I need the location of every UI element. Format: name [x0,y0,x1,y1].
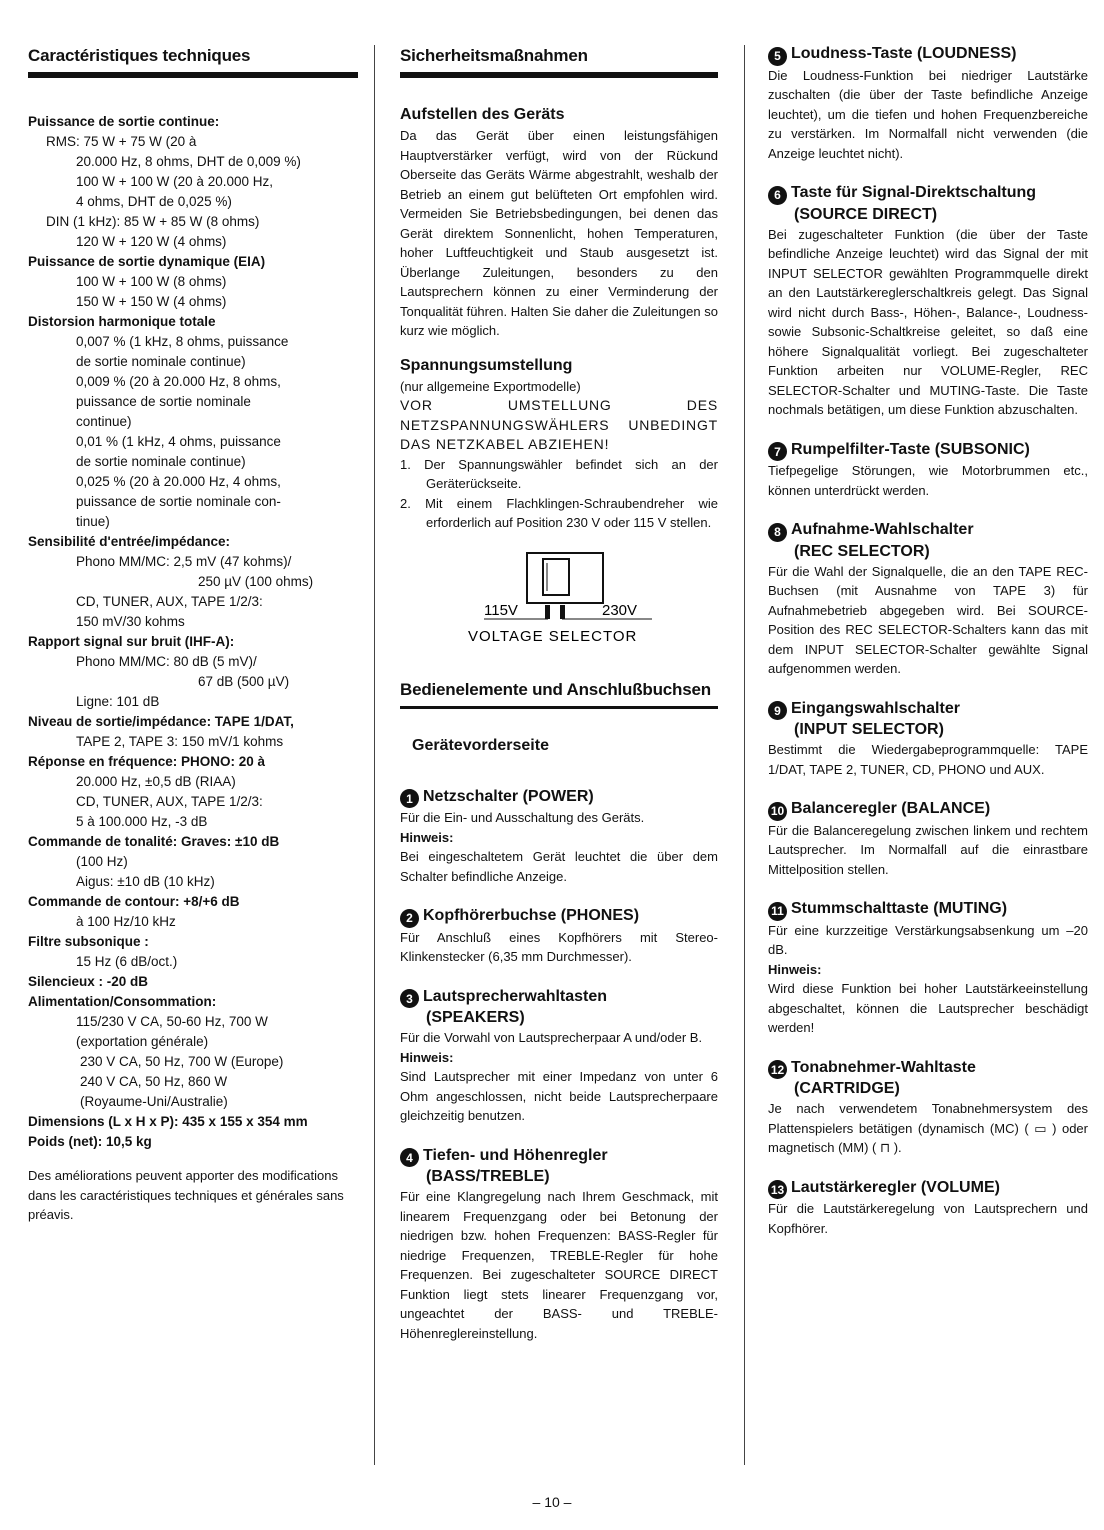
control-item [768,1058,1088,1158]
column-divider-2 [744,45,745,1465]
spec-line: Silencieux : -20 dB [28,974,149,989]
item-text: Für eine Klangregelung nach Ihrem Geschmack, mit linearem Frequenzgang oder bei Betonung der niedrigen bzw. hohen Frequenzen: BASS-Regler für niedrige Frequenzen, TREBLE-Regler für hohe Frequenzen. Bei zugeschalteter SOURCE DIRECT Funktion liegt stets linearer Frequenzgang vor, ungeachtet der BASS- und TREBLE-Höhenreglereinstellung. [400,1189,718,1341]
control-item-heading [768,1058,1088,1080]
spec-line: TAPE 2, TAPE 3: 150 mV/1 kohms [76,734,284,749]
spec-line: continue) [76,414,132,429]
control-item-heading [768,520,1088,542]
specs-list [28,112,358,1152]
spec-line: CD, TUNER, AUX, TAPE 1/2/3: [76,794,263,809]
spec-line: 0,01 % (1 kHz, 4 ohms, puissance [76,434,281,449]
control-item-heading [768,44,1088,66]
spec-line: Commande de tonalité: Graves: ±10 dB [28,834,280,849]
controls-list-front-2 [768,44,1088,1238]
item-subtitle: (INPUT SELECTOR) [794,721,944,738]
item-number-badge: 8 [768,523,787,542]
spec-line: (100 Hz) [76,854,128,869]
spec-line: 20.000 Hz, ±0,5 dB (RIAA) [76,774,236,789]
diagram-label-115v: 115V [484,601,518,619]
safety-title: Sicherheitsmaßnahmen [400,46,588,65]
controls-title: Bedienelemente und Anschlußbuchsen [400,679,711,699]
spec-line: Niveau de sortie/impédance: TAPE 1/DAT, [28,714,294,729]
spec-line: Poids (net): 10,5 kg [28,1134,152,1149]
item-hint-label: Hinweis: [400,1049,454,1065]
control-item [400,987,718,1126]
item-subtitle: (REC SELECTOR) [794,542,930,560]
spec-line: Rapport signal sur bruit (IHF-A): [28,634,235,649]
item-text: Für Anschluß eines Kopfhörers mit Stereo-Klinkenstecker (6,35 mm Durchmesser). [400,929,718,964]
item-title: Loudness-Taste (LOUDNESS) [791,45,1017,62]
item-number-badge: 6 [768,186,787,205]
item-subtitle: (SPEAKERS) [426,1009,525,1026]
item-subtitle: (BASS/TREBLE) [426,1168,550,1185]
item-number-badge: 2 [400,909,419,928]
item-text: Für die Wahl der Signalquelle, die an den TAPE REC-Buchsen (mit Ausnahme von TAPE 3) für Aufnahmebetrieb abgegeben wird. Bei SOURCE-Position des REC SELECTOR-Schalters kann das mit dem INPUT SELECTOR-Schalter gewählte Signal aufgenommen werden. [768,563,1088,676]
item-number-badge: 11 [768,902,787,921]
selector-tick-right [560,605,565,619]
item-number-badge: 1 [400,789,419,808]
item-hint-text: Sind Lautsprecher mit einer Impedanz von unter 6 Ohm angeschlossen, nicht beide Lautsprecherpaare gleichzeitig benutzen. [400,1069,718,1123]
controls-column [768,0,1088,1258]
item-number-badge: 9 [768,701,787,720]
selector-tick-left [545,605,550,619]
spec-line: Puissance de sortie dynamique (EIA) [28,254,266,269]
spec-line: de sortie nominale continue) [76,354,246,369]
specs-title: Caractéristiques techniques [28,46,251,65]
spec-line: 150 mV/30 kohms [76,614,185,629]
control-item-heading [768,183,1088,205]
spannung-warning: VOR UMSTELLUNG DES NETZSPANNUNGSWÄHLERS UNBEDINGT DAS NETZKABEL ABZIEHEN! [400,397,718,452]
controls-list-front-1 [400,787,718,1344]
safety-column [400,0,718,1363]
aufstellen-title: Aufstellen des Geräts [400,106,565,123]
spec-line: 100 W + 100 W (20 à 20.000 Hz, [76,174,273,189]
spec-line: 67 dB (500 µV) [198,674,290,689]
item-number-badge: 4 [400,1148,419,1167]
spannung-step-1: 1. Der Spannungswähler befindet sich an der Geräterückseite. [400,456,718,491]
spec-line: (exportation générale) [76,1034,209,1049]
item-number-badge: 10 [768,802,787,821]
control-item-heading [768,699,1088,721]
control-item [400,787,718,887]
spec-line: Filtre subsonique : [28,934,149,949]
control-item [768,899,1088,1038]
controls-title-bar [400,706,718,709]
spec-line: Réponse en fréquence: PHONO: 20 à [28,754,266,769]
control-item [768,520,1088,679]
control-item-heading [400,906,718,928]
item-title: Eingangswahlschalter [791,699,960,717]
spec-line: 5 à 100.000 Hz, -3 dB [76,814,208,829]
spec-line: 100 W + 100 W (8 ohms) [76,274,227,289]
item-number-badge: 13 [768,1180,787,1199]
item-hint-label: Hinweis: [400,829,454,845]
spannung-sub: (nur allgemeine Exportmodelle) [400,378,581,394]
item-title: Tonabnehmer-Wahltaste [791,1058,976,1076]
spec-line: 240 V CA, 50 Hz, 860 W [80,1074,228,1089]
control-item [400,1146,718,1344]
spec-line: 0,009 % (20 à 20.000 Hz, 8 ohms, [76,374,281,389]
control-item-heading [400,987,718,1009]
item-text: Bestimmt die Wiedergabeprogrammquelle: TAPE 1/DAT, TAPE 2, TUNER, CD, PHONO und AUX. [768,742,1088,777]
spec-line: 250 µV (100 ohms) [198,574,314,589]
item-text: Für eine kurzzeitige Verstärkungsabsenkung um –20 dB. [768,922,1088,957]
safety-title-bar [400,72,718,78]
item-text: Die Loudness-Funktion bei niedriger Lautstärke zuschalten (die über der Taste befindliche Anzeige leuchtet), um die tiefen und hohen Frequenzbereiche zu verstärken. Im Normalfall nicht verwenden (die Anzeige leuchtet nicht). [768,67,1088,161]
spec-line: Sensibilité d'entrée/impédance: [28,534,231,549]
item-text: Tiefpegelige Störungen, wie Motorbrummen etc., können unterdrückt werden. [768,463,1088,498]
spec-line: Commande de contour: +8/+6 dB [28,894,240,909]
spec-line: Puissance de sortie continue: [28,114,220,129]
control-item-heading [768,799,1088,821]
item-title: Tiefen- und Höhenregler [423,1146,608,1164]
control-item-heading [768,899,1088,921]
page-number: – 10 – [532,1494,572,1510]
item-subtitle: (CARTRIDGE) [794,1080,900,1097]
item-number-badge: 3 [400,989,419,1008]
spec-line: (Royaume-Uni/Australie) [80,1094,228,1109]
item-text: Für die Balanceregelung zwischen linkem und rechtem Lautsprecher. Im Normalfall auf die einrastbare Mittelposition stellen. [768,822,1088,877]
control-item [768,1178,1088,1239]
control-item-heading [768,440,1088,462]
control-item [768,183,1088,420]
item-number-badge: 5 [768,47,787,66]
control-item [768,699,1088,780]
item-hint-label: Hinweis: [768,961,822,977]
item-title: Balanceregler (BALANCE) [791,800,991,817]
control-item-heading [400,787,718,809]
control-item [768,799,1088,879]
diagram-caption: VOLTAGE SELECTOR [468,627,638,645]
item-title: Lautstärkeregler (VOLUME) [791,1178,1000,1196]
spec-line: puissance de sortie nominale con- [76,494,281,509]
item-hint-text: Wird diese Funktion bei hoher Lautstärkeeinstellung abgeschaltet, können die Lautsprecher beschädigt werden! [768,981,1088,1035]
spec-line: Aigus: ±10 dB (10 kHz) [76,874,215,889]
aufstellen-text: Da das Gerät über einen leistungsfähigen Hauptverstärker verfügt, wird von der Rückund Oberseite das Geräts Wärme abgestrahlt, weshalb der Betrieb an einem gut belüfteten Ort empfohlen wird. Vermeiden Sie Betriebsbedingungen, bei denen das Gerät direktem Sonnenlicht, hohen Temperaturen, hoher Luftfeuchtigkeit und Staub ausgesetzt ist. Überlange Zuleitungen, besonders zu den Lautsprechern können zu einer Verminderung der Tonqualität führen. Halten Sie daher die Zuleitungen so kurz wie möglich. [400,128,718,338]
diagram-label-230v: 230V [602,601,638,619]
item-title: Stummschalttaste (MUTING) [791,900,1008,917]
spannung-step-2: 2. Mit einem Flachklingen-Schraubendreher wie erforderlich auf Position 230 V oder 115 V stellen. [400,495,718,530]
control-item [768,440,1088,501]
voltage-selector-diagram [400,549,718,649]
control-item-heading [400,1146,718,1168]
spec-line: 150 W + 150 W (4 ohms) [76,294,227,309]
item-title: Lautsprecherwahltasten [423,987,608,1005]
spec-line: Ligne: 101 dB [76,694,160,709]
control-item-heading [768,1178,1088,1200]
item-number-badge: 12 [768,1060,787,1079]
item-text: Für die Lautstärkeregelung von Lautsprechern und Kopfhörer. [768,1201,1088,1236]
specs-note: Des améliorations peuvent apporter des modifications dans les caractéristiques techniques et générales sans préavis. [28,1168,344,1222]
spannung-title: Spannungsumstellung [400,356,573,374]
spec-line: 0,025 % (20 à 20.000 Hz, 4 ohms, [76,474,281,489]
spec-line: RMS: 75 W + 75 W (20 à [46,134,197,149]
spec-line: 15 Hz (6 dB/oct.) [76,954,178,969]
item-text: Je nach verwendetem Tonabnehmersystem des Plattenspielers betätigen (dynamisch (MC) ( ▭ ) oder magnetisch (MM) ( ⊓ ). [768,1101,1088,1155]
spec-line: 230 V CA, 50 Hz, 700 W (Europe) [80,1054,284,1069]
spec-line: Dimensions (L x H x P): 435 x 155 x 354 mm [28,1114,308,1129]
spec-line: Phono MM/MC: 80 dB (5 mV)/ [76,654,257,669]
item-hint-text: Bei eingeschaltetem Gerät leuchtet die über dem Schalter befindliche Anzeige. [400,849,718,884]
spec-line: 0,007 % (1 kHz, 8 ohms, puissance [76,334,289,349]
item-title: Kopfhörerbuchse (PHONES) [423,907,640,924]
column-divider-1 [374,45,375,1465]
item-title: Taste für Signal-Direktschaltung [791,184,1037,201]
item-subtitle: (SOURCE DIRECT) [794,205,938,223]
spec-line: à 100 Hz/10 kHz [76,914,176,929]
spec-line: 4 ohms, DHT de 0,025 %) [76,194,232,209]
item-number-badge: 7 [768,442,787,461]
item-text: Für die Ein- und Ausschaltung des Geräts. [400,810,645,825]
spec-line: 20.000 Hz, 8 ohms, DHT de 0,009 %) [76,154,301,169]
spec-line: DIN (1 kHz): 85 W + 85 W (8 ohms) [46,214,260,229]
item-text: Für die Vorwahl von Lautsprecherpaar A und/oder B. [400,1030,703,1045]
spec-line: Alimentation/Consommation: [28,994,217,1009]
controls-subtitle: Gerätevorderseite [412,736,549,754]
specs-title-bar [28,72,358,78]
spec-line: tinue) [76,514,110,529]
spec-line: 120 W + 120 W (4 ohms) [76,234,227,249]
spec-line: Distorsion harmonique totale [28,314,216,329]
item-title: Aufnahme-Wahlschalter [791,521,974,538]
spec-line: puissance de sortie nominale [76,394,251,409]
item-title: Netzschalter (POWER) [423,787,594,805]
control-item [400,906,718,967]
spec-line: 115/230 V CA, 50-60 Hz, 700 W [76,1014,268,1029]
specs-column [28,0,358,1225]
spec-line: Phono MM/MC: 2,5 mV (47 kohms)/ [76,554,292,569]
item-title: Rumpelfilter-Taste (SUBSONIC) [791,440,1030,458]
spec-line: de sortie nominale continue) [76,454,246,469]
spec-line: CD, TUNER, AUX, TAPE 1/2/3: [76,594,263,609]
control-item [768,44,1088,163]
item-text: Bei zugeschalteter Funktion (die über der Taste befindliche Anzeige leuchtet) wird das Signal der mit INPUT SELECTOR gewählten Programmquelle direkt an den Lautstärkereglerschaltkreis gelegt. Das Signal wird nicht durch Bass-, Höhen-, Balance-, Loudness- sowie Subsonic-Schaltkreise geleitet, so daß eine höhere Signalqualität vorliegt. Bei zugeschalteter Funktion arbeiten nur VOLUME-Regler, REC SELECTOR-Schalter und MUTING-Taste. Die Taste nochmals betätigen, um diese Funktion abzuschalten. [768,226,1088,417]
